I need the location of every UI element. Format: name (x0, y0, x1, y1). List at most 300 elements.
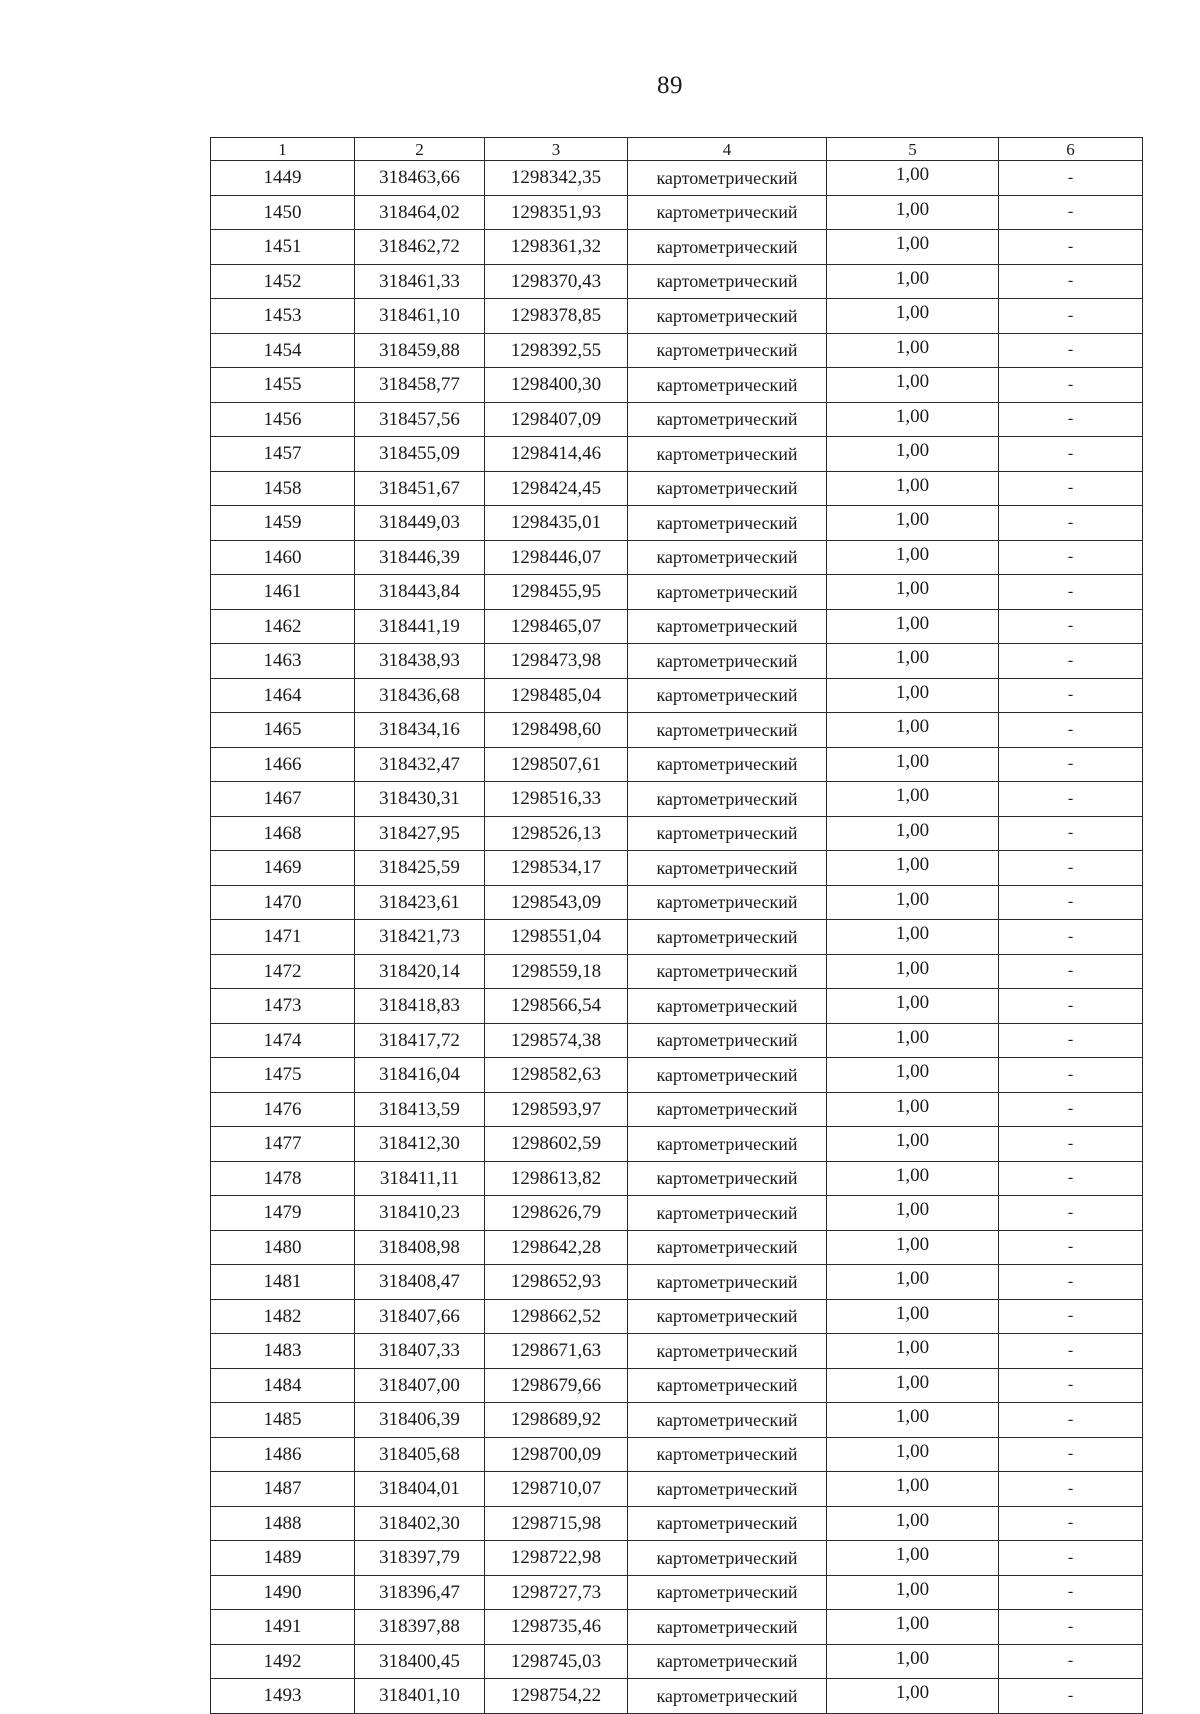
cell-description: - (999, 885, 1143, 920)
cell-point-number: 1459 (211, 506, 355, 541)
table-row (211, 1058, 1143, 1093)
cell-method: картометрический (628, 1058, 827, 1093)
table-row (211, 1334, 1143, 1369)
cell-method: картометрический (628, 1023, 827, 1058)
cell-method: картометрический (628, 1472, 827, 1507)
cell-point-number: 1486 (211, 1437, 355, 1472)
cell-method: картометрический (628, 333, 827, 368)
cell-method: картометрический (628, 1575, 827, 1610)
header-col-2: 2 (355, 138, 485, 161)
cell-coord-y: 1298642,28 (485, 1230, 628, 1265)
cell-coord-y: 1298715,98 (485, 1506, 628, 1541)
cell-coord-y: 1298754,22 (485, 1679, 628, 1714)
cell-point-number: 1451 (211, 230, 355, 265)
cell-coord-x: 318418,83 (355, 989, 485, 1024)
header-col-3: 3 (485, 138, 628, 161)
cell-description: - (999, 1023, 1143, 1058)
cell-coord-x: 318430,31 (355, 782, 485, 817)
cell-point-number: 1460 (211, 540, 355, 575)
cell-description: - (999, 609, 1143, 644)
cell-coord-x: 318451,67 (355, 471, 485, 506)
cell-description: - (999, 816, 1143, 851)
cell-coord-x: 318401,10 (355, 1679, 485, 1714)
cell-description: - (999, 747, 1143, 782)
table-row (211, 506, 1143, 541)
cell-method: картометрический (628, 920, 827, 955)
cell-method: картометрический (628, 747, 827, 782)
cell-accuracy: 1,00 (827, 816, 999, 851)
table-row (211, 1403, 1143, 1438)
cell-coord-x: 318417,72 (355, 1023, 485, 1058)
cell-coord-y: 1298626,79 (485, 1196, 628, 1231)
cell-accuracy: 1,00 (827, 1368, 999, 1403)
cell-method: картометрический (628, 540, 827, 575)
cell-coord-y: 1298507,61 (485, 747, 628, 782)
cell-coord-y: 1298516,33 (485, 782, 628, 817)
cell-point-number: 1485 (211, 1403, 355, 1438)
table-row (211, 1265, 1143, 1300)
table-row (211, 471, 1143, 506)
cell-coord-x: 318416,04 (355, 1058, 485, 1093)
cell-coord-x: 318407,66 (355, 1299, 485, 1334)
cell-coord-y: 1298485,04 (485, 678, 628, 713)
cell-description: - (999, 989, 1143, 1024)
cell-point-number: 1453 (211, 299, 355, 334)
cell-accuracy: 1,00 (827, 1058, 999, 1093)
cell-point-number: 1472 (211, 954, 355, 989)
cell-accuracy: 1,00 (827, 1023, 999, 1058)
cell-coord-y: 1298671,63 (485, 1334, 628, 1369)
cell-accuracy: 1,00 (827, 368, 999, 403)
cell-point-number: 1487 (211, 1472, 355, 1507)
cell-method: картометрический (628, 851, 827, 886)
cell-description: - (999, 1541, 1143, 1576)
cell-point-number: 1470 (211, 885, 355, 920)
cell-method: картометрический (628, 885, 827, 920)
table-row (211, 264, 1143, 299)
cell-method: картометрический (628, 1334, 827, 1369)
cell-point-number: 1479 (211, 1196, 355, 1231)
cell-accuracy: 1,00 (827, 1334, 999, 1369)
cell-description: - (999, 954, 1143, 989)
table-row (211, 954, 1143, 989)
cell-coord-x: 318408,47 (355, 1265, 485, 1300)
cell-description: - (999, 1575, 1143, 1610)
cell-accuracy: 1,00 (827, 954, 999, 989)
cell-description: - (999, 782, 1143, 817)
cell-point-number: 1492 (211, 1644, 355, 1679)
cell-coord-x: 318432,47 (355, 747, 485, 782)
cell-coord-x: 318427,95 (355, 816, 485, 851)
cell-method: картометрический (628, 1403, 827, 1438)
cell-coord-y: 1298689,92 (485, 1403, 628, 1438)
table-row (211, 678, 1143, 713)
cell-accuracy: 1,00 (827, 161, 999, 196)
table-row (211, 195, 1143, 230)
cell-coord-y: 1298745,03 (485, 1644, 628, 1679)
cell-description: - (999, 1368, 1143, 1403)
table-row (211, 1437, 1143, 1472)
cell-description: - (999, 1230, 1143, 1265)
cell-point-number: 1463 (211, 644, 355, 679)
cell-method: картометрический (628, 471, 827, 506)
cell-coord-y: 1298582,63 (485, 1058, 628, 1093)
cell-point-number: 1468 (211, 816, 355, 851)
cell-method: картометрический (628, 368, 827, 403)
cell-accuracy: 1,00 (827, 1230, 999, 1265)
cell-method: картометрический (628, 609, 827, 644)
cell-point-number: 1482 (211, 1299, 355, 1334)
header-row (211, 138, 1143, 161)
cell-description: - (999, 540, 1143, 575)
cell-method: картометрический (628, 1299, 827, 1334)
cell-coord-x: 318407,00 (355, 1368, 485, 1403)
cell-method: картометрический (628, 264, 827, 299)
cell-accuracy: 1,00 (827, 1472, 999, 1507)
cell-coord-y: 1298727,73 (485, 1575, 628, 1610)
cell-method: картометрический (628, 437, 827, 472)
table-row (211, 1161, 1143, 1196)
cell-point-number: 1480 (211, 1230, 355, 1265)
cell-coord-y: 1298414,46 (485, 437, 628, 472)
cell-accuracy: 1,00 (827, 299, 999, 334)
cell-coord-y: 1298679,66 (485, 1368, 628, 1403)
cell-accuracy: 1,00 (827, 644, 999, 679)
cell-method: картометрический (628, 402, 827, 437)
cell-description: - (999, 471, 1143, 506)
table-row (211, 609, 1143, 644)
cell-coord-x: 318423,61 (355, 885, 485, 920)
cell-coord-y: 1298455,95 (485, 575, 628, 610)
cell-accuracy: 1,00 (827, 540, 999, 575)
cell-point-number: 1450 (211, 195, 355, 230)
cell-coord-x: 318461,10 (355, 299, 485, 334)
cell-point-number: 1478 (211, 1161, 355, 1196)
cell-coord-x: 318410,23 (355, 1196, 485, 1231)
cell-coord-x: 318407,33 (355, 1334, 485, 1369)
cell-accuracy: 1,00 (827, 437, 999, 472)
table-row (211, 1506, 1143, 1541)
cell-description: - (999, 644, 1143, 679)
cell-accuracy: 1,00 (827, 1196, 999, 1231)
cell-point-number: 1465 (211, 713, 355, 748)
table-row (211, 782, 1143, 817)
cell-description: - (999, 230, 1143, 265)
cell-description: - (999, 368, 1143, 403)
cell-point-number: 1464 (211, 678, 355, 713)
cell-description: - (999, 1403, 1143, 1438)
cell-point-number: 1484 (211, 1368, 355, 1403)
cell-point-number: 1477 (211, 1127, 355, 1162)
table-row (211, 989, 1143, 1024)
header-col-1: 1 (211, 138, 355, 161)
header-col-6: 6 (999, 138, 1143, 161)
cell-point-number: 1471 (211, 920, 355, 955)
cell-accuracy: 1,00 (827, 1575, 999, 1610)
cell-coord-x: 318421,73 (355, 920, 485, 955)
cell-point-number: 1461 (211, 575, 355, 610)
cell-coord-x: 318408,98 (355, 1230, 485, 1265)
cell-description: - (999, 1265, 1143, 1300)
cell-description: - (999, 1472, 1143, 1507)
cell-method: картометрический (628, 1679, 827, 1714)
cell-accuracy: 1,00 (827, 1092, 999, 1127)
cell-accuracy: 1,00 (827, 575, 999, 610)
cell-coord-y: 1298574,38 (485, 1023, 628, 1058)
cell-point-number: 1488 (211, 1506, 355, 1541)
cell-coord-y: 1298551,04 (485, 920, 628, 955)
cell-accuracy: 1,00 (827, 920, 999, 955)
cell-coord-x: 318420,14 (355, 954, 485, 989)
cell-accuracy: 1,00 (827, 1541, 999, 1576)
cell-description: - (999, 1299, 1143, 1334)
cell-coord-y: 1298361,32 (485, 230, 628, 265)
cell-accuracy: 1,00 (827, 1610, 999, 1645)
cell-accuracy: 1,00 (827, 713, 999, 748)
cell-method: картометрический (628, 816, 827, 851)
table-row (211, 333, 1143, 368)
table-row (211, 161, 1143, 196)
cell-accuracy: 1,00 (827, 471, 999, 506)
cell-accuracy: 1,00 (827, 747, 999, 782)
cell-point-number: 1476 (211, 1092, 355, 1127)
cell-coord-y: 1298710,07 (485, 1472, 628, 1507)
cell-accuracy: 1,00 (827, 264, 999, 299)
cell-accuracy: 1,00 (827, 230, 999, 265)
cell-point-number: 1481 (211, 1265, 355, 1300)
cell-method: картометрический (628, 1092, 827, 1127)
cell-coord-y: 1298700,09 (485, 1437, 628, 1472)
cell-coord-y: 1298662,52 (485, 1299, 628, 1334)
table-row (211, 1541, 1143, 1576)
table-row (211, 920, 1143, 955)
cell-coord-x: 318400,45 (355, 1644, 485, 1679)
cell-method: картометрический (628, 1265, 827, 1300)
cell-accuracy: 1,00 (827, 678, 999, 713)
cell-coord-y: 1298543,09 (485, 885, 628, 920)
cell-coord-y: 1298559,18 (485, 954, 628, 989)
cell-method: картометрический (628, 1127, 827, 1162)
cell-description: - (999, 333, 1143, 368)
cell-method: картометрический (628, 989, 827, 1024)
cell-point-number: 1454 (211, 333, 355, 368)
cell-description: - (999, 264, 1143, 299)
cell-description: - (999, 1610, 1143, 1645)
cell-coord-y: 1298424,45 (485, 471, 628, 506)
cell-description: - (999, 1437, 1143, 1472)
cell-coord-x: 318441,19 (355, 609, 485, 644)
cell-accuracy: 1,00 (827, 609, 999, 644)
cell-coord-x: 318455,09 (355, 437, 485, 472)
page-number: 89 (657, 72, 683, 99)
cell-coord-x: 318459,88 (355, 333, 485, 368)
cell-method: картометрический (628, 230, 827, 265)
cell-point-number: 1475 (211, 1058, 355, 1093)
cell-coord-y: 1298593,97 (485, 1092, 628, 1127)
cell-description: - (999, 1679, 1143, 1714)
cell-description: - (999, 437, 1143, 472)
table-row (211, 851, 1143, 886)
cell-accuracy: 1,00 (827, 885, 999, 920)
table-row (211, 230, 1143, 265)
cell-coord-x: 318443,84 (355, 575, 485, 610)
cell-coord-y: 1298400,30 (485, 368, 628, 403)
cell-method: картометрический (628, 782, 827, 817)
cell-coord-x: 318446,39 (355, 540, 485, 575)
cell-coord-x: 318396,47 (355, 1575, 485, 1610)
cell-method: картометрический (628, 195, 827, 230)
cell-point-number: 1489 (211, 1541, 355, 1576)
cell-point-number: 1473 (211, 989, 355, 1024)
cell-coord-y: 1298566,54 (485, 989, 628, 1024)
cell-coord-y: 1298613,82 (485, 1161, 628, 1196)
table-row (211, 1610, 1143, 1645)
table-body (211, 161, 1143, 1714)
cell-accuracy: 1,00 (827, 1437, 999, 1472)
header-col-5: 5 (827, 138, 999, 161)
table-row (211, 1368, 1143, 1403)
cell-point-number: 1458 (211, 471, 355, 506)
cell-description: - (999, 1092, 1143, 1127)
cell-point-number: 1493 (211, 1679, 355, 1714)
cell-accuracy: 1,00 (827, 782, 999, 817)
table-row (211, 1472, 1143, 1507)
cell-coord-y: 1298602,59 (485, 1127, 628, 1162)
table-row (211, 368, 1143, 403)
cell-coord-x: 318464,02 (355, 195, 485, 230)
cell-point-number: 1455 (211, 368, 355, 403)
cell-method: картометрический (628, 713, 827, 748)
table-row (211, 1230, 1143, 1265)
table-row (211, 540, 1143, 575)
cell-method: картометрический (628, 1437, 827, 1472)
cell-coord-x: 318406,39 (355, 1403, 485, 1438)
cell-coord-y: 1298435,01 (485, 506, 628, 541)
cell-point-number: 1462 (211, 609, 355, 644)
cell-coord-x: 318425,59 (355, 851, 485, 886)
cell-description: - (999, 678, 1143, 713)
table-row (211, 1644, 1143, 1679)
coordinates-table (210, 137, 1143, 1714)
cell-method: картометрический (628, 506, 827, 541)
cell-description: - (999, 575, 1143, 610)
cell-description: - (999, 1196, 1143, 1231)
cell-coord-y: 1298526,13 (485, 816, 628, 851)
table-row (211, 575, 1143, 610)
cell-coord-x: 318434,16 (355, 713, 485, 748)
cell-point-number: 1466 (211, 747, 355, 782)
cell-point-number: 1474 (211, 1023, 355, 1058)
cell-point-number: 1491 (211, 1610, 355, 1645)
table-row (211, 299, 1143, 334)
cell-point-number: 1456 (211, 402, 355, 437)
cell-coord-y: 1298534,17 (485, 851, 628, 886)
cell-coord-y: 1298407,09 (485, 402, 628, 437)
cell-description: - (999, 1127, 1143, 1162)
cell-point-number: 1449 (211, 161, 355, 196)
cell-accuracy: 1,00 (827, 1679, 999, 1714)
table-row (211, 402, 1143, 437)
table-row (211, 644, 1143, 679)
cell-accuracy: 1,00 (827, 1265, 999, 1300)
cell-coord-y: 1298652,93 (485, 1265, 628, 1300)
cell-coord-x: 318436,68 (355, 678, 485, 713)
cell-point-number: 1457 (211, 437, 355, 472)
cell-method: картометрический (628, 1610, 827, 1645)
table-row (211, 816, 1143, 851)
cell-description: - (999, 1058, 1143, 1093)
cell-coord-x: 318462,72 (355, 230, 485, 265)
cell-description: - (999, 1334, 1143, 1369)
cell-coord-y: 1298370,43 (485, 264, 628, 299)
cell-coord-x: 318397,88 (355, 1610, 485, 1645)
cell-method: картометрический (628, 575, 827, 610)
cell-description: - (999, 402, 1143, 437)
cell-coord-y: 1298446,07 (485, 540, 628, 575)
cell-coord-x: 318457,56 (355, 402, 485, 437)
cell-coord-y: 1298722,98 (485, 1541, 628, 1576)
cell-description: - (999, 161, 1143, 196)
cell-coord-x: 318438,93 (355, 644, 485, 679)
cell-description: - (999, 920, 1143, 955)
cell-description: - (999, 851, 1143, 886)
header-col-4: 4 (628, 138, 827, 161)
cell-description: - (999, 713, 1143, 748)
cell-coord-y: 1298735,46 (485, 1610, 628, 1645)
cell-coord-x: 318449,03 (355, 506, 485, 541)
cell-method: картометрический (628, 1196, 827, 1231)
cell-accuracy: 1,00 (827, 402, 999, 437)
cell-method: картометрический (628, 299, 827, 334)
table-row (211, 437, 1143, 472)
cell-coord-x: 318411,11 (355, 1161, 485, 1196)
cell-coord-y: 1298378,85 (485, 299, 628, 334)
table-row (211, 885, 1143, 920)
cell-accuracy: 1,00 (827, 989, 999, 1024)
cell-coord-x: 318413,59 (355, 1092, 485, 1127)
cell-accuracy: 1,00 (827, 851, 999, 886)
table-row (211, 1575, 1143, 1610)
cell-method: картометрический (628, 954, 827, 989)
cell-coord-x: 318458,77 (355, 368, 485, 403)
cell-point-number: 1469 (211, 851, 355, 886)
cell-method: картометрический (628, 1541, 827, 1576)
cell-accuracy: 1,00 (827, 1506, 999, 1541)
cell-method: картометрический (628, 644, 827, 679)
cell-coord-y: 1298473,98 (485, 644, 628, 679)
cell-coord-y: 1298498,60 (485, 713, 628, 748)
table-row (211, 1092, 1143, 1127)
cell-method: картометрический (628, 161, 827, 196)
cell-coord-y: 1298351,93 (485, 195, 628, 230)
cell-description: - (999, 299, 1143, 334)
cell-method: картометрический (628, 1644, 827, 1679)
cell-accuracy: 1,00 (827, 1644, 999, 1679)
table-row (211, 1299, 1143, 1334)
cell-description: - (999, 506, 1143, 541)
cell-method: картометрический (628, 678, 827, 713)
cell-coord-x: 318463,66 (355, 161, 485, 196)
cell-coord-x: 318405,68 (355, 1437, 485, 1472)
table-row (211, 713, 1143, 748)
cell-description: - (999, 195, 1143, 230)
cell-point-number: 1452 (211, 264, 355, 299)
cell-coord-y: 1298392,55 (485, 333, 628, 368)
cell-accuracy: 1,00 (827, 1299, 999, 1334)
cell-coord-y: 1298465,07 (485, 609, 628, 644)
cell-coord-y: 1298342,35 (485, 161, 628, 196)
cell-point-number: 1490 (211, 1575, 355, 1610)
